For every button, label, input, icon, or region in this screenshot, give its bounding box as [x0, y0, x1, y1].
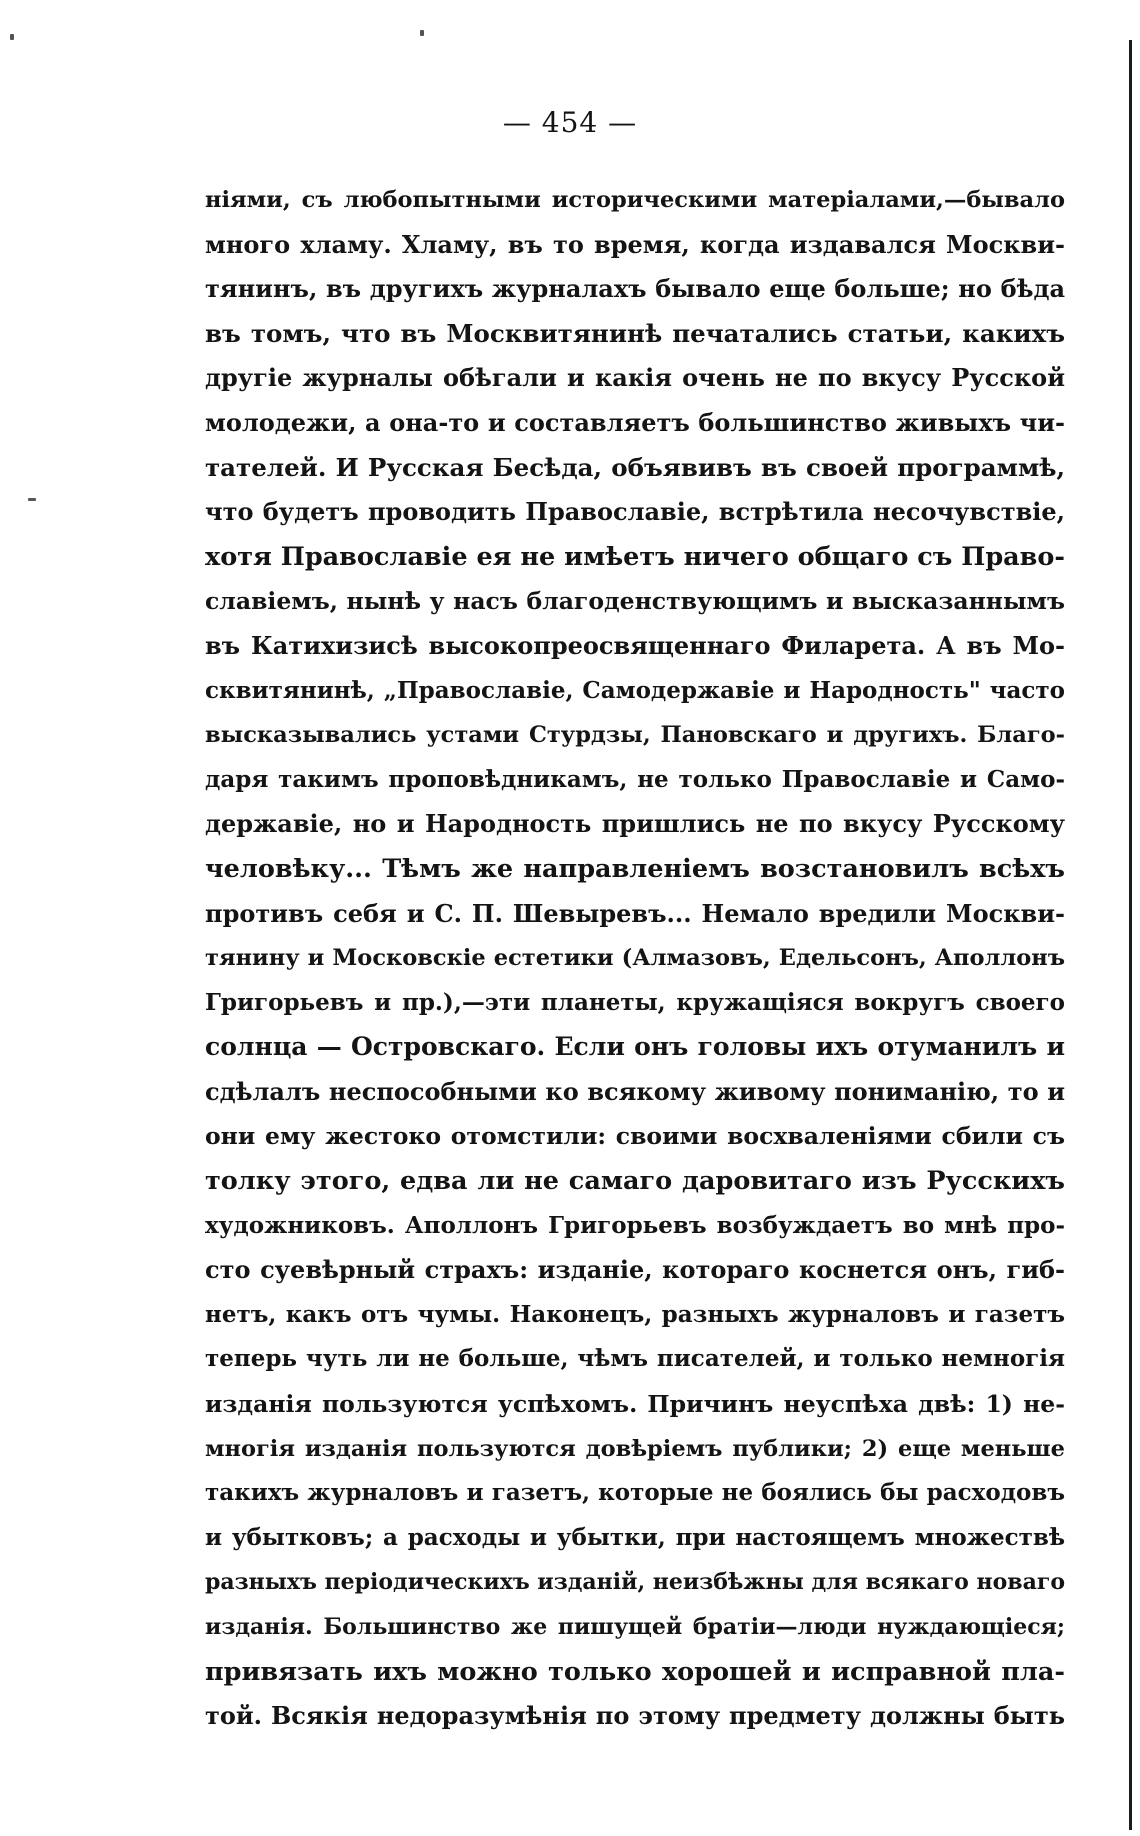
text-line: много хламу. Хламу, въ то время, когда издавался Москви- — [205, 229, 1065, 259]
scan-speck — [10, 34, 14, 40]
text-line: что будетъ проводить Православіе, встрѣтила несочувствіе, — [205, 497, 1065, 527]
text-line: молодежи, а она-то и составляетъ большинство живыхъ чи- — [205, 407, 1065, 437]
text-line: разныхъ періодическихъ изданій, неизбѣжны для всякаго новаго — [205, 1569, 1065, 1596]
text-line: тянину и Московскіе естетики (Алмазовъ, Едельсонъ, Аполлонъ — [205, 945, 1065, 972]
text-line: ніями, съ любопытными историческими матеріалами,—бывало — [205, 187, 1065, 213]
page-number: — 454 — — [502, 106, 638, 139]
text-line: художниковъ. Аполлонъ Григорьевъ возбуждаетъ во мнѣ про- — [205, 1211, 1065, 1239]
text-line: теперь чуть ли не больше, чѣмъ писателей, и только немногія — [205, 1345, 1065, 1373]
text-line: и убытковъ; а расходы и убытки, при настоящемъ множествѣ — [205, 1523, 1065, 1551]
text-line: въ томъ, что въ Москвитянинѣ печатались статьи, какихъ — [205, 318, 1065, 348]
text-line: Григорьевъ и пр.),—эти планеты, кружащіяся вокругъ своего — [205, 988, 1065, 1016]
text-line: хотя Православіе ея не имѣетъ ничего общаго съ Право- — [205, 541, 1065, 572]
body-text — [205, 178, 1065, 1739]
text-line: тателей. И Русская Бесѣда, объявивъ въ своей программѣ, — [205, 452, 1065, 482]
text-line: тянинъ, въ другихъ журналахъ бывало еще больше; но бѣда — [205, 274, 1065, 304]
text-line: такихъ журналовъ и газетъ, которые не боялись бы расходовъ — [205, 1479, 1065, 1507]
text-line: славіемъ, нынѣ у насъ благоденствующимъ и высказаннымъ — [205, 587, 1065, 616]
scan-speck — [420, 30, 424, 36]
text-line: державіе, но и Народность пришлись не по вкусу Русскому — [205, 809, 1065, 839]
text-line: толку этого, едва ли не самаго даровитаго изъ Русскихъ — [205, 1166, 1065, 1197]
text-line: они ему жестоко отомстили: своими восхваленіями сбили съ — [205, 1122, 1065, 1151]
text-line: изданія пользуются успѣхомъ. Причинъ неуспѣха двѣ: 1) не- — [205, 1390, 1065, 1419]
text-line: сквитянинѣ, „Православіе, Самодержавіе и Народность" часто — [205, 676, 1065, 704]
text-line: сдѣлалъ неспособными ко всякому живому пониманію, то и — [205, 1076, 1065, 1106]
text-line: человѣку... Тѣмъ же направленіемъ возстановилъ всѣхъ — [205, 853, 1065, 884]
scan-speck — [28, 498, 36, 501]
text-line: изданія. Большинство же пишущей братіи—люди нуждающіеся; — [205, 1614, 1065, 1640]
text-line: солнца — Островскаго. Если онъ головы ихъ отуманилъ и — [205, 1032, 1065, 1062]
text-line: многія изданія пользуются довѣріемъ публики; 2) еще меньше — [205, 1435, 1065, 1462]
text-line: въ Катихизисѣ высокопреосвященнаго Филарета. А въ Мо- — [205, 630, 1065, 660]
text-line: противъ себя и С. П. Шевыревъ... Немало вредили Москви- — [205, 898, 1065, 928]
text-line: другіе журналы обѣгали и какія очень не по вкусу Русской — [205, 363, 1065, 393]
text-line: привязать ихъ можно только хорошей и исправной пла- — [205, 1656, 1065, 1687]
text-line: той. Всякія недоразумѣнія по этому предмету должны быть — [205, 1701, 1065, 1731]
text-line: даря такимъ проповѣдникамъ, не только Православіе и Само- — [205, 765, 1065, 793]
text-line: высказывались устами Стурдзы, Пановскаго и другихъ. Благо- — [205, 722, 1065, 749]
text-line: сто суевѣрный страхъ: изданіе, котораго коснется онъ, гиб- — [205, 1255, 1065, 1285]
page-edge-rule — [1129, 40, 1132, 1830]
text-line: нетъ, какъ отъ чумы. Наконецъ, разныхъ журналовъ и газетъ — [205, 1300, 1065, 1328]
